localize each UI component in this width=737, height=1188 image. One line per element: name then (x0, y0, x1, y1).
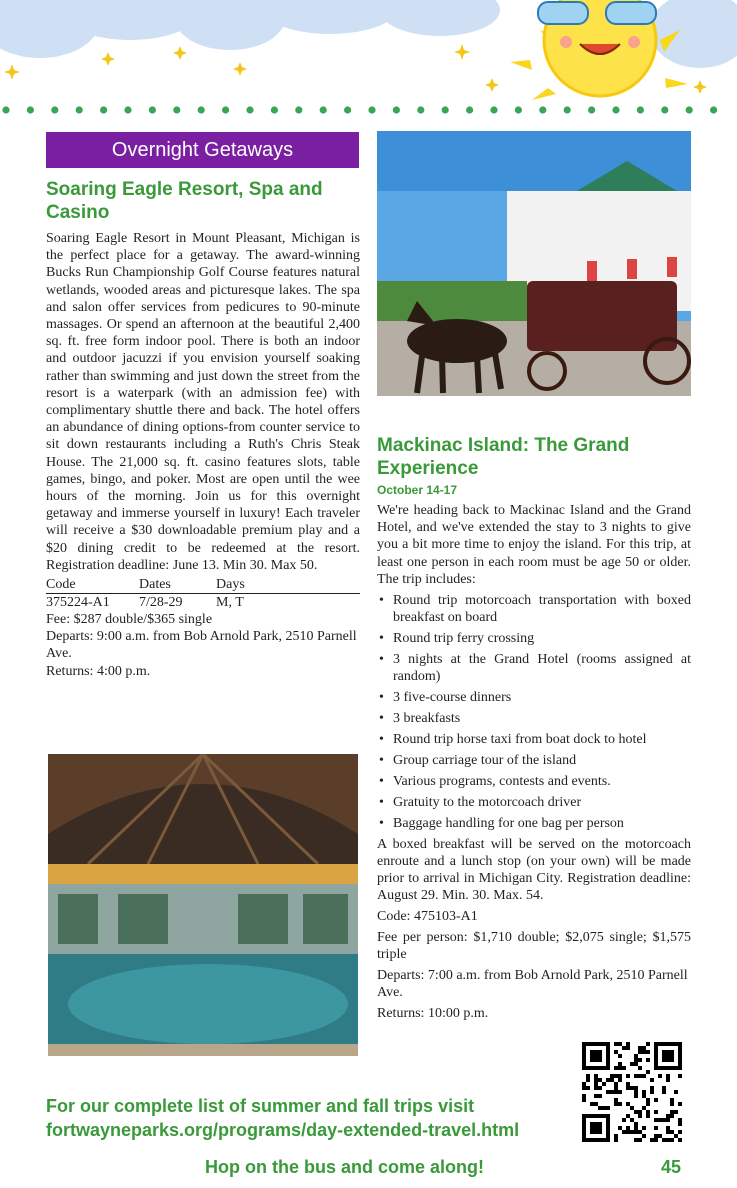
mackinac-returns: Returns: 10:00 p.m. (377, 1006, 489, 1022)
mackinac-code: Code: 475103-A1 (377, 909, 478, 925)
mackinac-note: A boxed breakfast will be served on the motorcoach enroute and a lunch stop (on your own) will be made prior to arrival in Michigan City. Registration deadline: August 29. Min. 30. Max. 54. (377, 837, 691, 904)
header-days: Days (216, 577, 245, 593)
mackinac-date: October 14-17 (377, 483, 458, 497)
list-item: • Various programs, contests and events. (377, 773, 691, 790)
footer-link[interactable]: fortwayneparks.org/programs/day-extended-travel.html (46, 1120, 520, 1140)
soaring-departs: Departs: 9:00 a.m. from Bob Arnold Park, 2510 Parnell Ave. (46, 629, 357, 662)
grand-hotel-carriage-photo (377, 131, 691, 396)
footer-note (46, 1094, 576, 1142)
list-item: • Group carriage tour of the island (377, 752, 691, 769)
footer-line: For our complete list of summer and fall trips visit (46, 1096, 475, 1116)
mackinac-fee: Fee per person: $1,710 double; $2,075 single; $1,575 triple (377, 930, 691, 963)
cell-dates: 7/28-29 (139, 595, 183, 611)
list-item: • Round trip ferry crossing (377, 630, 691, 647)
cell-days: M, T (216, 595, 244, 611)
soaring-schedule-table (46, 576, 360, 611)
mackinac-section (377, 434, 691, 1026)
list-item: • Round trip motorcoach transportation with boxed breakfast on board (377, 592, 691, 626)
header-code: Code (46, 577, 76, 593)
tagline: Hop on the bus and come along! (205, 1157, 484, 1177)
soaring-eagle-section (46, 178, 360, 680)
table-row (46, 594, 360, 611)
soaring-fee: Fee: $287 double/$365 single (46, 612, 213, 628)
soaring-title: Soaring Eagle Resort, Spa and Casino (46, 179, 323, 223)
list-item: • 3 breakfasts (377, 710, 691, 727)
qr-code[interactable] (582, 1042, 682, 1142)
page-number: 45 (661, 1157, 682, 1177)
soaring-returns: Returns: 4:00 p.m. (46, 663, 151, 679)
includes-list (377, 592, 691, 832)
indoor-pool-photo (48, 754, 358, 1056)
mackinac-title: Mackinac Island: The Grand Experience (377, 435, 630, 479)
header-dates: Dates (139, 577, 171, 593)
section-banner (46, 132, 359, 168)
list-item: • Gratuity to the motorcoach driver (377, 794, 691, 811)
list-item: • Baggage handling for one bag per person (377, 815, 691, 832)
table-header (46, 576, 360, 594)
soaring-description: Soaring Eagle Resort in Mount Pleasant, Michigan is the perfect place for a getaway. The award-winning Bucks Run Championship Golf Course features natural wetlands, wooded areas and picturesque lakes. The spa and salon offer services from pedicures to 90-minute massages. Or spend an afternoon at the beautiful 2,400 sq. ft. free form indoor pool. There is both an indoor and outdoor jacuzzi if you envision yourself soaking rather than swimming and just down the street from the resort is a waterpark (with an admission fee) with complimentary shuttle there and back. The hotel offers an abundance of dining options-from counter service to sit down restaurants including a Ruth's Chris Steak House. The 21,000 sq. ft. casino features slots, table games, bingo, and poker. Most are open until the wee hours of the morning. Join us for this overnight getaway and immerse yourself in luxury! Each traveler will receive a $30 downloadable premium play and a $20 dining credit to be redeemed at the resort. Registration deadline: June 13. Min 30. Max 50. (46, 231, 360, 573)
cell-code: 375224-A1 (46, 595, 110, 611)
banner-title: Overnight Getaways (111, 138, 294, 161)
dotted-divider (0, 104, 737, 116)
mackinac-intro: We're heading back to Mackinac Island and the Grand Hotel, and we've extended the stay to 3 nights to give you a bit more time to enjoy the island. For this trip, at least one person in each room must be age 50 or older. The trip includes: (377, 503, 691, 587)
list-item: • Round trip horse taxi from boat dock to hotel (377, 731, 691, 748)
mackinac-departs: Departs: 7:00 a.m. from Bob Arnold Park, 2510 Parnell Ave. (377, 968, 688, 1001)
list-item: • 3 nights at the Grand Hotel (rooms assigned at random) (377, 651, 691, 685)
list-item: • 3 five-course dinners (377, 689, 691, 706)
header-illustration (0, 0, 737, 100)
